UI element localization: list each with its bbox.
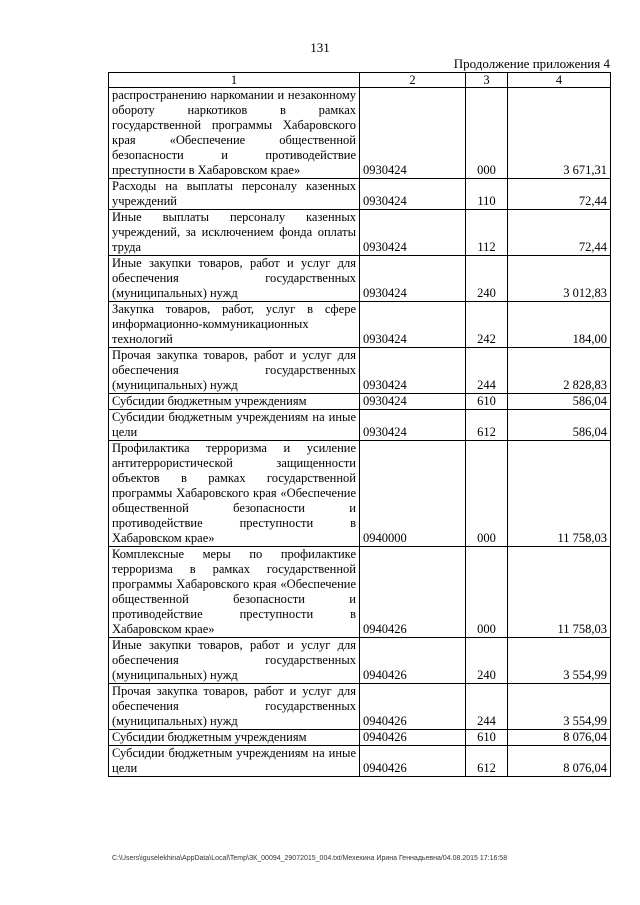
table-row [109,638,611,684]
row-type: 110 [466,179,508,210]
row-sum: 11 758,03 [508,441,611,547]
table-row [109,179,611,210]
table-row [109,441,611,547]
row-code: 0940426 [360,638,466,684]
row-type: 000 [466,547,508,638]
row-name: Иные закупки товаров, работ и услуг для обеспечения государственных (муниципальных) нужд [109,638,360,684]
table-row [109,746,611,777]
row-sum: 586,04 [508,410,611,441]
row-type: 112 [466,210,508,256]
row-type: 240 [466,256,508,302]
table-row [109,394,611,410]
row-code: 0930424 [360,256,466,302]
row-type: 610 [466,394,508,410]
row-sum: 72,44 [508,210,611,256]
row-sum: 3 554,99 [508,684,611,730]
column-header-sum: 4 [508,73,611,88]
row-sum: 3 554,99 [508,638,611,684]
file-path-footer: C:\Users\iguselekhina\AppData\Local\Temp\ЗК_00094_29072015_004.txt/Мехехина Ирина Геннадьевна/04.08.2015 17:16:58 [112,855,508,862]
row-code: 0930424 [360,210,466,256]
row-name: Субсидии бюджетным учреждениям на иные цели [109,746,360,777]
row-code: 0930424 [360,410,466,441]
row-sum: 11 758,03 [508,547,611,638]
row-sum: 586,04 [508,394,611,410]
row-name: Прочая закупка товаров, работ и услуг для обеспечения государственных (муниципальных) нужд [109,348,360,394]
column-header-name: 1 [109,73,360,88]
row-type: 000 [466,88,508,179]
row-code: 0940000 [360,441,466,547]
table-row [109,88,611,179]
row-type: 612 [466,746,508,777]
column-header-code: 2 [360,73,466,88]
row-code: 0940426 [360,547,466,638]
row-name: Комплексные меры по профилактике терроризма в рамках государственной программы Хабаровского края «Обеспечение общественной безопасности и противодействие преступности в Хабаровском крае» [109,547,360,638]
table-row [109,210,611,256]
row-type: 242 [466,302,508,348]
row-sum: 72,44 [508,179,611,210]
table-row [109,547,611,638]
row-name: Профилактика терроризма и усиление антитеррористической защищенности объектов в рамках государственной программы Хабаровского края «Обеспечение общественной безопасности и противодействие преступности в Хабаровском крае» [109,441,360,547]
continuation-note: Продолжение приложения 4 [453,56,610,71]
row-sum: 2 828,83 [508,348,611,394]
table-row [109,302,611,348]
row-type: 240 [466,638,508,684]
row-name: Субсидии бюджетным учреждениям [109,730,360,746]
table-row [109,730,611,746]
table-row [109,348,611,394]
row-name: Закупка товаров, работ, услуг в сфере информационно-коммуникационных технологий [109,302,360,348]
row-sum: 3 012,83 [508,256,611,302]
table-row [109,256,611,302]
row-code: 0930424 [360,179,466,210]
row-type: 244 [466,348,508,394]
row-code: 0930424 [360,302,466,348]
row-sum: 3 671,31 [508,88,611,179]
row-code: 0930424 [360,88,466,179]
table-row [109,410,611,441]
row-name: Прочая закупка товаров, работ и услуг для обеспечения государственных (муниципальных) нужд [109,684,360,730]
row-code: 0940426 [360,684,466,730]
row-type: 612 [466,410,508,441]
row-name: распространению наркомании и незаконному обороту наркотиков в рамках государственной программы Хабаровского края «Обеспечение общественной безопасности и противодействие преступности в Хабаровском крае» [109,88,360,179]
row-sum: 8 076,04 [508,730,611,746]
row-name: Иные закупки товаров, работ и услуг для обеспечения государственных (муниципальных) нужд [109,256,360,302]
row-code: 0940426 [360,730,466,746]
table-row [109,684,611,730]
row-sum: 8 076,04 [508,746,611,777]
column-header-type: 3 [466,73,508,88]
budget-table [108,72,611,777]
row-code: 0940426 [360,746,466,777]
row-type: 610 [466,730,508,746]
page-number: 131 [310,40,330,55]
row-name: Субсидии бюджетным учреждениям на иные цели [109,410,360,441]
table-header-row [109,73,611,88]
row-type: 244 [466,684,508,730]
row-sum: 184,00 [508,302,611,348]
row-name: Иные выплаты персоналу казенных учреждений, за исключением фонда оплаты труда [109,210,360,256]
row-code: 0930424 [360,394,466,410]
row-name: Субсидии бюджетным учреждениям [109,394,360,410]
row-code: 0930424 [360,348,466,394]
row-type: 000 [466,441,508,547]
row-name: Расходы на выплаты персоналу казенных учреждений [109,179,360,210]
